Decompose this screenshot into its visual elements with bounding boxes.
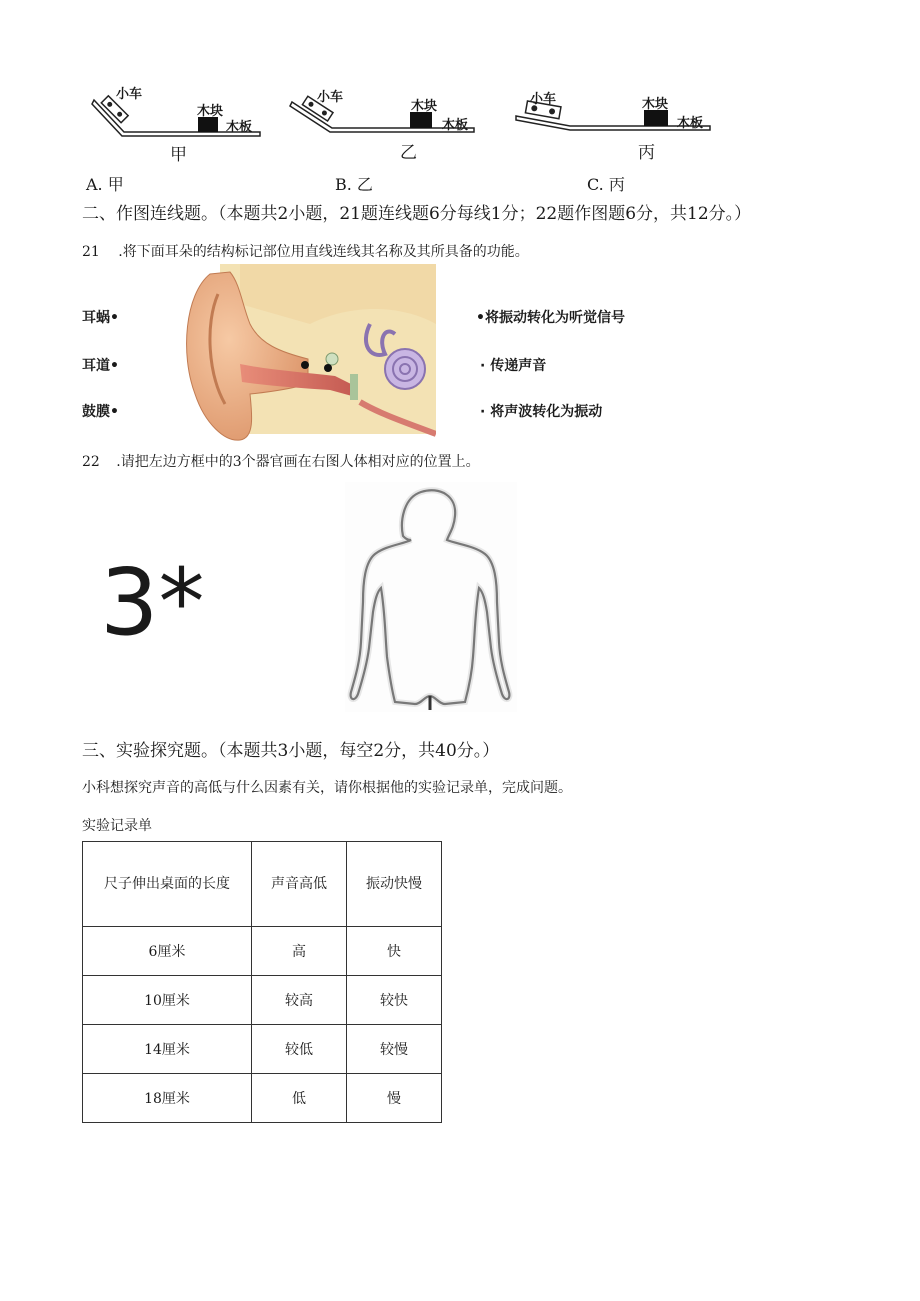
section-2-title: 二、作图连线题。（本题共2小题，21题连线题6分每线1分；22题作图题6分，共12分。） [82,204,752,224]
cell-vibration: 较快 [347,976,442,1025]
experiment-intro: 小科想探究声音的高低与什么因素有关，请你根据他的实验记录单，完成问题。 [82,780,572,796]
car-label: 小车 [317,90,344,105]
table-header-row [83,842,442,927]
cell-pitch: 高 [252,927,347,976]
cell-length: 14厘米 [83,1025,252,1074]
cell-vibration: 慢 [347,1074,442,1123]
table-row [83,976,442,1025]
table-title: 实验记录单 [82,818,152,834]
cell-vibration: 较慢 [347,1025,442,1074]
table-row [83,1074,442,1123]
car-label: 小车 [116,87,143,102]
question-number: 22 [82,454,100,470]
question-number: 21 [82,244,100,260]
ear-anatomy-image [180,264,436,444]
block-label: 木块 [411,99,438,114]
header-vibration: 振动快慢 [347,842,442,927]
question-22 [82,451,480,471]
label-ear-canal[interactable]: 耳道• [82,358,119,374]
function-sound-to-vibration[interactable]: · 将声波转化为振动 [480,404,603,420]
organ-box-glyphs: 3* [100,552,205,648]
cell-pitch: 较高 [252,976,347,1025]
board-label: 木板 [226,120,253,135]
label-cochlea[interactable]: 耳蜗• [82,310,119,326]
option-a[interactable]: A. 甲 [86,175,124,194]
option-c[interactable]: C. 丙 [587,175,625,194]
option-b[interactable]: B. 乙 [335,175,373,194]
cell-pitch: 低 [252,1074,347,1123]
question-text: .将下面耳朵的结构标记部位用直线连线其名称及其所具备的功能。 [118,244,529,260]
cell-pitch: 较低 [252,1025,347,1074]
label-eardrum[interactable]: 鼓膜• [82,404,119,420]
header-ruler-length: 尺子伸出桌面的长度 [83,842,252,927]
cell-length: 10厘米 [83,976,252,1025]
question-21 [82,241,529,261]
function-transmit-sound[interactable]: · 传递声音 [480,358,547,374]
diagram-caption: 乙 [400,143,417,163]
cell-length: 18厘米 [83,1074,252,1123]
diagram-caption: 丙 [638,143,655,163]
block-label: 木块 [642,97,669,112]
car-label: 小车 [530,92,557,107]
cell-length: 6厘米 [83,927,252,976]
table-row [83,927,442,976]
section-3-title: 三、实验探究题。（本题共3小题，每空2分，共40分。） [82,741,500,761]
experiment-record-table [82,841,442,1123]
human-body-outline[interactable] [345,482,517,712]
table-row [83,1025,442,1074]
question-text: .请把左边方框中的3个器官画在右图人体相对应的位置上。 [116,454,480,470]
cell-vibration: 快 [347,927,442,976]
diagram-caption: 甲 [170,145,187,165]
header-pitch: 声音高低 [252,842,347,927]
block-label: 木块 [197,104,224,119]
board-label: 木板 [677,116,704,131]
board-label: 木板 [442,118,469,133]
function-hearing-signal[interactable]: •将振动转化为听觉信号 [476,310,625,326]
